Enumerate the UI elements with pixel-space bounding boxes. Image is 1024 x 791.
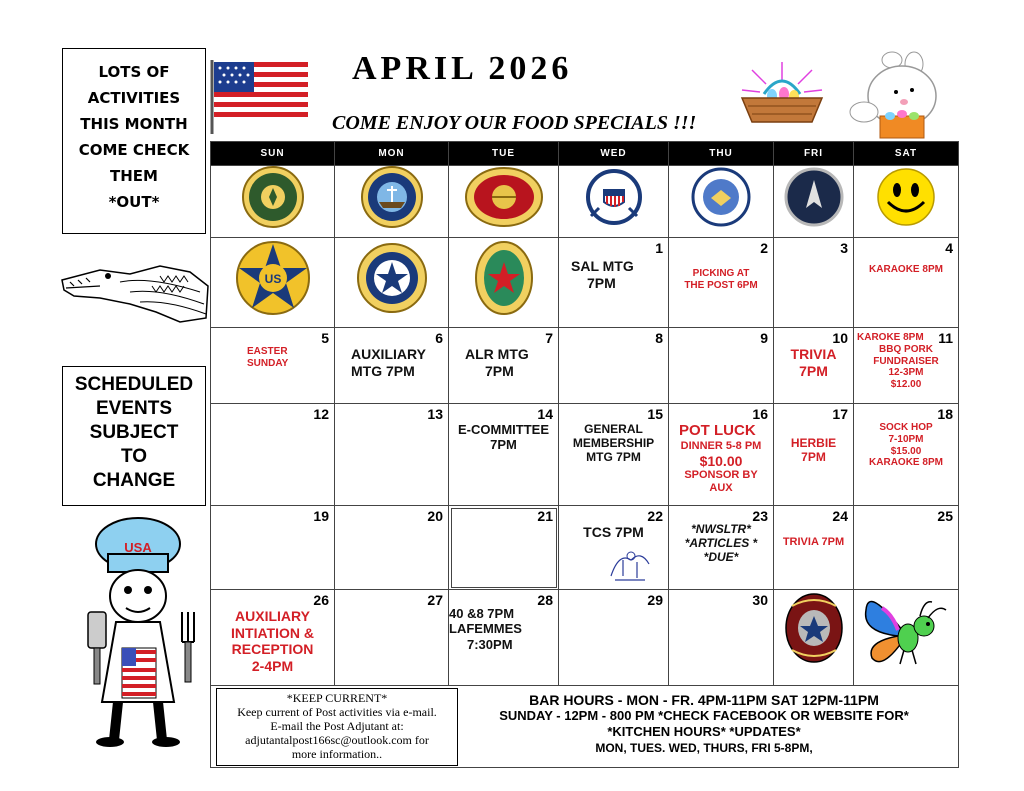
auxiliary-emblem-cell	[335, 238, 449, 328]
legion-center-text: US	[264, 272, 281, 286]
hours-line: SUNDAY - 12PM - 800 PM *CHECK FACEBOOK OR WEBSITE FOR*	[499, 708, 909, 723]
page-subtitle: COME ENJOY OUR FOOD SPECIALS !!!	[332, 112, 697, 134]
keep-current-line: *KEEP CURRENT*	[286, 691, 388, 705]
day-cell-3	[774, 238, 854, 328]
event-trivia	[774, 346, 853, 379]
week-row	[211, 328, 959, 404]
coast-guard-emblem-icon	[579, 166, 649, 228]
event-line: AUXILIARY	[351, 346, 426, 362]
day-number: 28	[537, 592, 553, 608]
promo-line: ACTIVITIES	[87, 89, 181, 107]
day-number: 13	[427, 406, 443, 422]
week-row	[211, 404, 959, 506]
day-number: 14	[537, 406, 553, 422]
day-number: 1	[655, 240, 663, 256]
event-forty-and-eight	[449, 606, 558, 652]
event-line: SOCK HOP	[879, 422, 933, 433]
event-line: 7:30PM	[467, 636, 513, 652]
day-number: 6	[435, 330, 443, 346]
day-number: 15	[647, 406, 663, 422]
event-line: DINNER 5-8 PM	[680, 439, 762, 452]
weekday-sun: SUN	[211, 142, 335, 166]
event-line: 40 &8 7PM	[449, 606, 515, 621]
promo-line: LOTS OF	[98, 63, 170, 81]
chef-hat-text: USA	[124, 540, 152, 555]
event-pot-luck	[669, 422, 773, 495]
week-row	[211, 238, 959, 328]
weekday-fri: FRI	[774, 142, 854, 166]
day-cell-17	[774, 404, 854, 506]
day-cell-18	[854, 404, 959, 506]
emblem-row	[211, 166, 959, 238]
day-cell-26	[211, 590, 335, 686]
weekday-sat: SAT	[854, 142, 959, 166]
day-number: 26	[313, 592, 329, 608]
day-cell-10	[774, 328, 854, 404]
day-cell-20	[335, 506, 449, 590]
event-karaoke	[854, 264, 958, 276]
event-line: 7PM	[587, 274, 616, 291]
event-line: 2-4PM	[251, 657, 294, 674]
notice-line: TO	[120, 446, 148, 467]
easter-basket-illustration	[732, 60, 832, 130]
event-tcs	[559, 524, 668, 541]
event-easter	[211, 346, 334, 370]
day-cell-21	[449, 506, 559, 590]
event-line: 7-10PM	[888, 433, 924, 445]
hours-line: BAR HOURS - MON - FR. 4PM-11PM SAT 12PM-11PM	[529, 692, 879, 708]
notice-line: CHANGE	[92, 470, 176, 491]
notice-line: SUBJECT	[89, 422, 179, 443]
event-line: RECEPTION	[231, 641, 314, 658]
event-picking	[669, 268, 773, 292]
event-line: GENERAL	[584, 422, 643, 436]
event-line: AUX	[709, 482, 733, 495]
army-emblem-icon	[240, 166, 306, 228]
day-number: 19	[313, 508, 329, 524]
event-line: HERBIE	[790, 436, 837, 450]
day-number: 12	[313, 406, 329, 422]
event-line: EASTER	[247, 346, 288, 357]
day-number: 4	[945, 240, 953, 256]
event-line: MTG 7PM	[586, 450, 641, 465]
day-cell-24	[774, 506, 854, 590]
event-auxiliary-meeting	[335, 346, 448, 379]
marines-emblem-cell	[449, 166, 559, 238]
event-line: KAROKE 8PM	[857, 332, 924, 343]
event-line: SUNDAY	[247, 357, 289, 369]
day-number: 8	[655, 330, 663, 346]
day-number: 7	[545, 330, 553, 346]
day-number: 3	[840, 240, 848, 256]
event-line: $15.00	[890, 445, 922, 457]
day-number: 27	[427, 592, 443, 608]
event-line: 7PM	[799, 362, 828, 379]
event-line: 7PM	[801, 450, 826, 465]
day-cell-11	[854, 328, 959, 404]
day-cell-4	[854, 238, 959, 328]
legion-riders-emblem-icon	[784, 590, 844, 666]
page-title: APRIL 2026	[352, 50, 573, 87]
day-cell-12	[211, 404, 335, 506]
day-number: 17	[832, 406, 848, 422]
sons-legion-emblem-icon	[469, 238, 539, 318]
week-row	[211, 506, 959, 590]
weekday-tue: TUE	[449, 142, 559, 166]
day-number: 16	[752, 406, 768, 422]
air-force-emblem-cell	[669, 166, 774, 238]
weekday-header-row	[211, 142, 959, 166]
promo-line: THIS MONTH	[80, 115, 188, 133]
event-line: $10.00	[699, 452, 743, 469]
promo-box	[62, 48, 206, 234]
event-line: 12-3PM	[888, 367, 924, 379]
event-line: SAL MTG	[571, 258, 634, 274]
day-cell-23	[669, 506, 774, 590]
army-emblem-cell	[211, 166, 335, 238]
keep-current-line: Keep current of Post activities via e-mail.	[237, 705, 437, 719]
event-e-committee	[449, 422, 558, 453]
day-cell-22	[559, 506, 669, 590]
event-line: MTG 7PM	[351, 362, 415, 379]
event-newsletter	[669, 522, 773, 564]
event-general-membership	[559, 422, 668, 464]
event-line: THE POST 6PM	[684, 279, 758, 291]
navy-emblem-cell	[335, 166, 449, 238]
day-cell-7	[449, 328, 559, 404]
event-line: E-COMMITTEE	[458, 422, 549, 437]
day-number: 20	[427, 508, 443, 524]
day-cell-16	[669, 404, 774, 506]
day-number: 2	[760, 240, 768, 256]
day-cell-1	[559, 238, 669, 328]
keep-current-email: adjutantalpost166sc@outlook.com for	[245, 733, 429, 747]
event-line: POT LUCK	[679, 422, 756, 439]
event-line: TRIVIA 7PM	[782, 536, 845, 548]
promo-line: COME CHECK	[78, 141, 190, 159]
event-trivia-24	[774, 536, 853, 549]
notice-line: SCHEDULED	[74, 374, 194, 395]
day-number: 11	[938, 330, 953, 346]
day-number: 5	[321, 330, 329, 346]
day-cell-28	[449, 590, 559, 686]
space-force-emblem-cell	[774, 166, 854, 238]
sal-emblem-cell	[449, 238, 559, 328]
butterfly-cell	[854, 590, 959, 686]
american-flag-illustration	[208, 58, 312, 136]
weekday-thu: THU	[669, 142, 774, 166]
keep-current-line: more information..	[291, 747, 383, 761]
event-line: 7PM	[490, 437, 517, 453]
weekday-mon: MON	[335, 142, 449, 166]
day-cell-2	[669, 238, 774, 328]
event-line: TRIVIA	[790, 346, 837, 362]
event-line: INTIATION &	[231, 624, 314, 641]
schedule-notice	[62, 366, 206, 506]
day-number: 29	[647, 592, 663, 608]
day-cell-19	[211, 506, 335, 590]
day-number: 9	[760, 330, 768, 346]
chef-illustration	[78, 512, 208, 748]
event-line: TCS 7PM	[583, 524, 644, 540]
event-line: *DUE*	[703, 550, 739, 565]
day-cell-5	[211, 328, 335, 404]
event-line: KARAOKE 8PM	[869, 457, 943, 469]
day-cell-9	[669, 328, 774, 404]
keep-current-line: E-mail the Post Adjutant at:	[270, 719, 404, 733]
day-number: 23	[752, 508, 768, 524]
alligator-illustration	[60, 262, 210, 324]
day-cell-25	[854, 506, 959, 590]
event-line: PICKING AT	[692, 268, 750, 279]
legion-emblem-cell	[211, 238, 335, 328]
event-line: 7PM	[485, 362, 514, 379]
air-force-emblem-icon	[689, 166, 753, 228]
day-number: 30	[752, 592, 768, 608]
day-number: 18	[937, 406, 953, 422]
riders-emblem-cell	[774, 590, 854, 686]
event-line: MEMBERSHIP	[572, 436, 655, 451]
day-cell-15	[559, 404, 669, 506]
coast-guard-emblem-cell	[559, 166, 669, 238]
day-cell-29	[559, 590, 669, 686]
day-number: 25	[937, 508, 953, 524]
cook-sketch-illustration	[601, 546, 657, 586]
event-line: *ARTICLES *	[684, 536, 758, 551]
day-cell-14	[449, 404, 559, 506]
event-line: FUNDRAISER	[873, 355, 939, 367]
event-bbq-fundraiser	[854, 332, 958, 391]
legion-auxiliary-emblem-icon	[352, 238, 432, 318]
event-alr-meeting	[449, 346, 558, 379]
day-number: 10	[832, 330, 848, 346]
event-sock-hop	[854, 422, 958, 469]
smiley-face-icon	[871, 166, 941, 228]
event-line: ALR MTG	[465, 346, 529, 362]
event-line: AUXILIARY	[235, 608, 310, 624]
event-line: *NWSLTR*	[691, 522, 751, 536]
event-line: KARAOKE 8PM	[869, 264, 943, 275]
promo-line: THEM	[110, 167, 158, 185]
event-line: SPONSOR BY	[684, 469, 758, 482]
day-number: 22	[647, 508, 663, 524]
day-cell-8	[559, 328, 669, 404]
week-row	[211, 590, 959, 686]
event-line: $12.00	[890, 379, 922, 391]
keep-current-box	[216, 688, 458, 766]
calendar-grid	[210, 141, 959, 768]
day-cell-13	[335, 404, 449, 506]
event-herbie	[774, 436, 853, 464]
event-line: BBQ PORK	[879, 343, 933, 355]
event-line: LAFEMMES	[449, 621, 522, 637]
space-force-emblem-icon	[782, 166, 846, 228]
event-sal-meeting	[559, 258, 668, 291]
hours-line: MON, TUES. WED, THURS, FRI 5-8PM,	[595, 741, 813, 755]
day-number: 24	[832, 508, 848, 524]
notice-line: EVENTS	[95, 398, 173, 419]
marines-emblem-icon	[464, 166, 544, 228]
bunny-illustration	[844, 50, 956, 142]
smiley-face-cell	[854, 166, 959, 238]
butterfly-illustration	[858, 590, 954, 670]
promo-line: *OUT*	[108, 193, 160, 211]
hours-line: *KITCHEN HOURS* *UPDATES*	[607, 724, 801, 739]
weekday-wed: WED	[559, 142, 669, 166]
day-cell-30	[669, 590, 774, 686]
navy-emblem-icon	[357, 166, 427, 228]
day-cell-6	[335, 328, 449, 404]
day-cell-27	[335, 590, 449, 686]
day-number: 21	[537, 508, 553, 524]
american-legion-emblem-icon	[233, 238, 313, 318]
hours-box	[452, 692, 956, 756]
event-auxiliary-initiation	[211, 608, 334, 674]
